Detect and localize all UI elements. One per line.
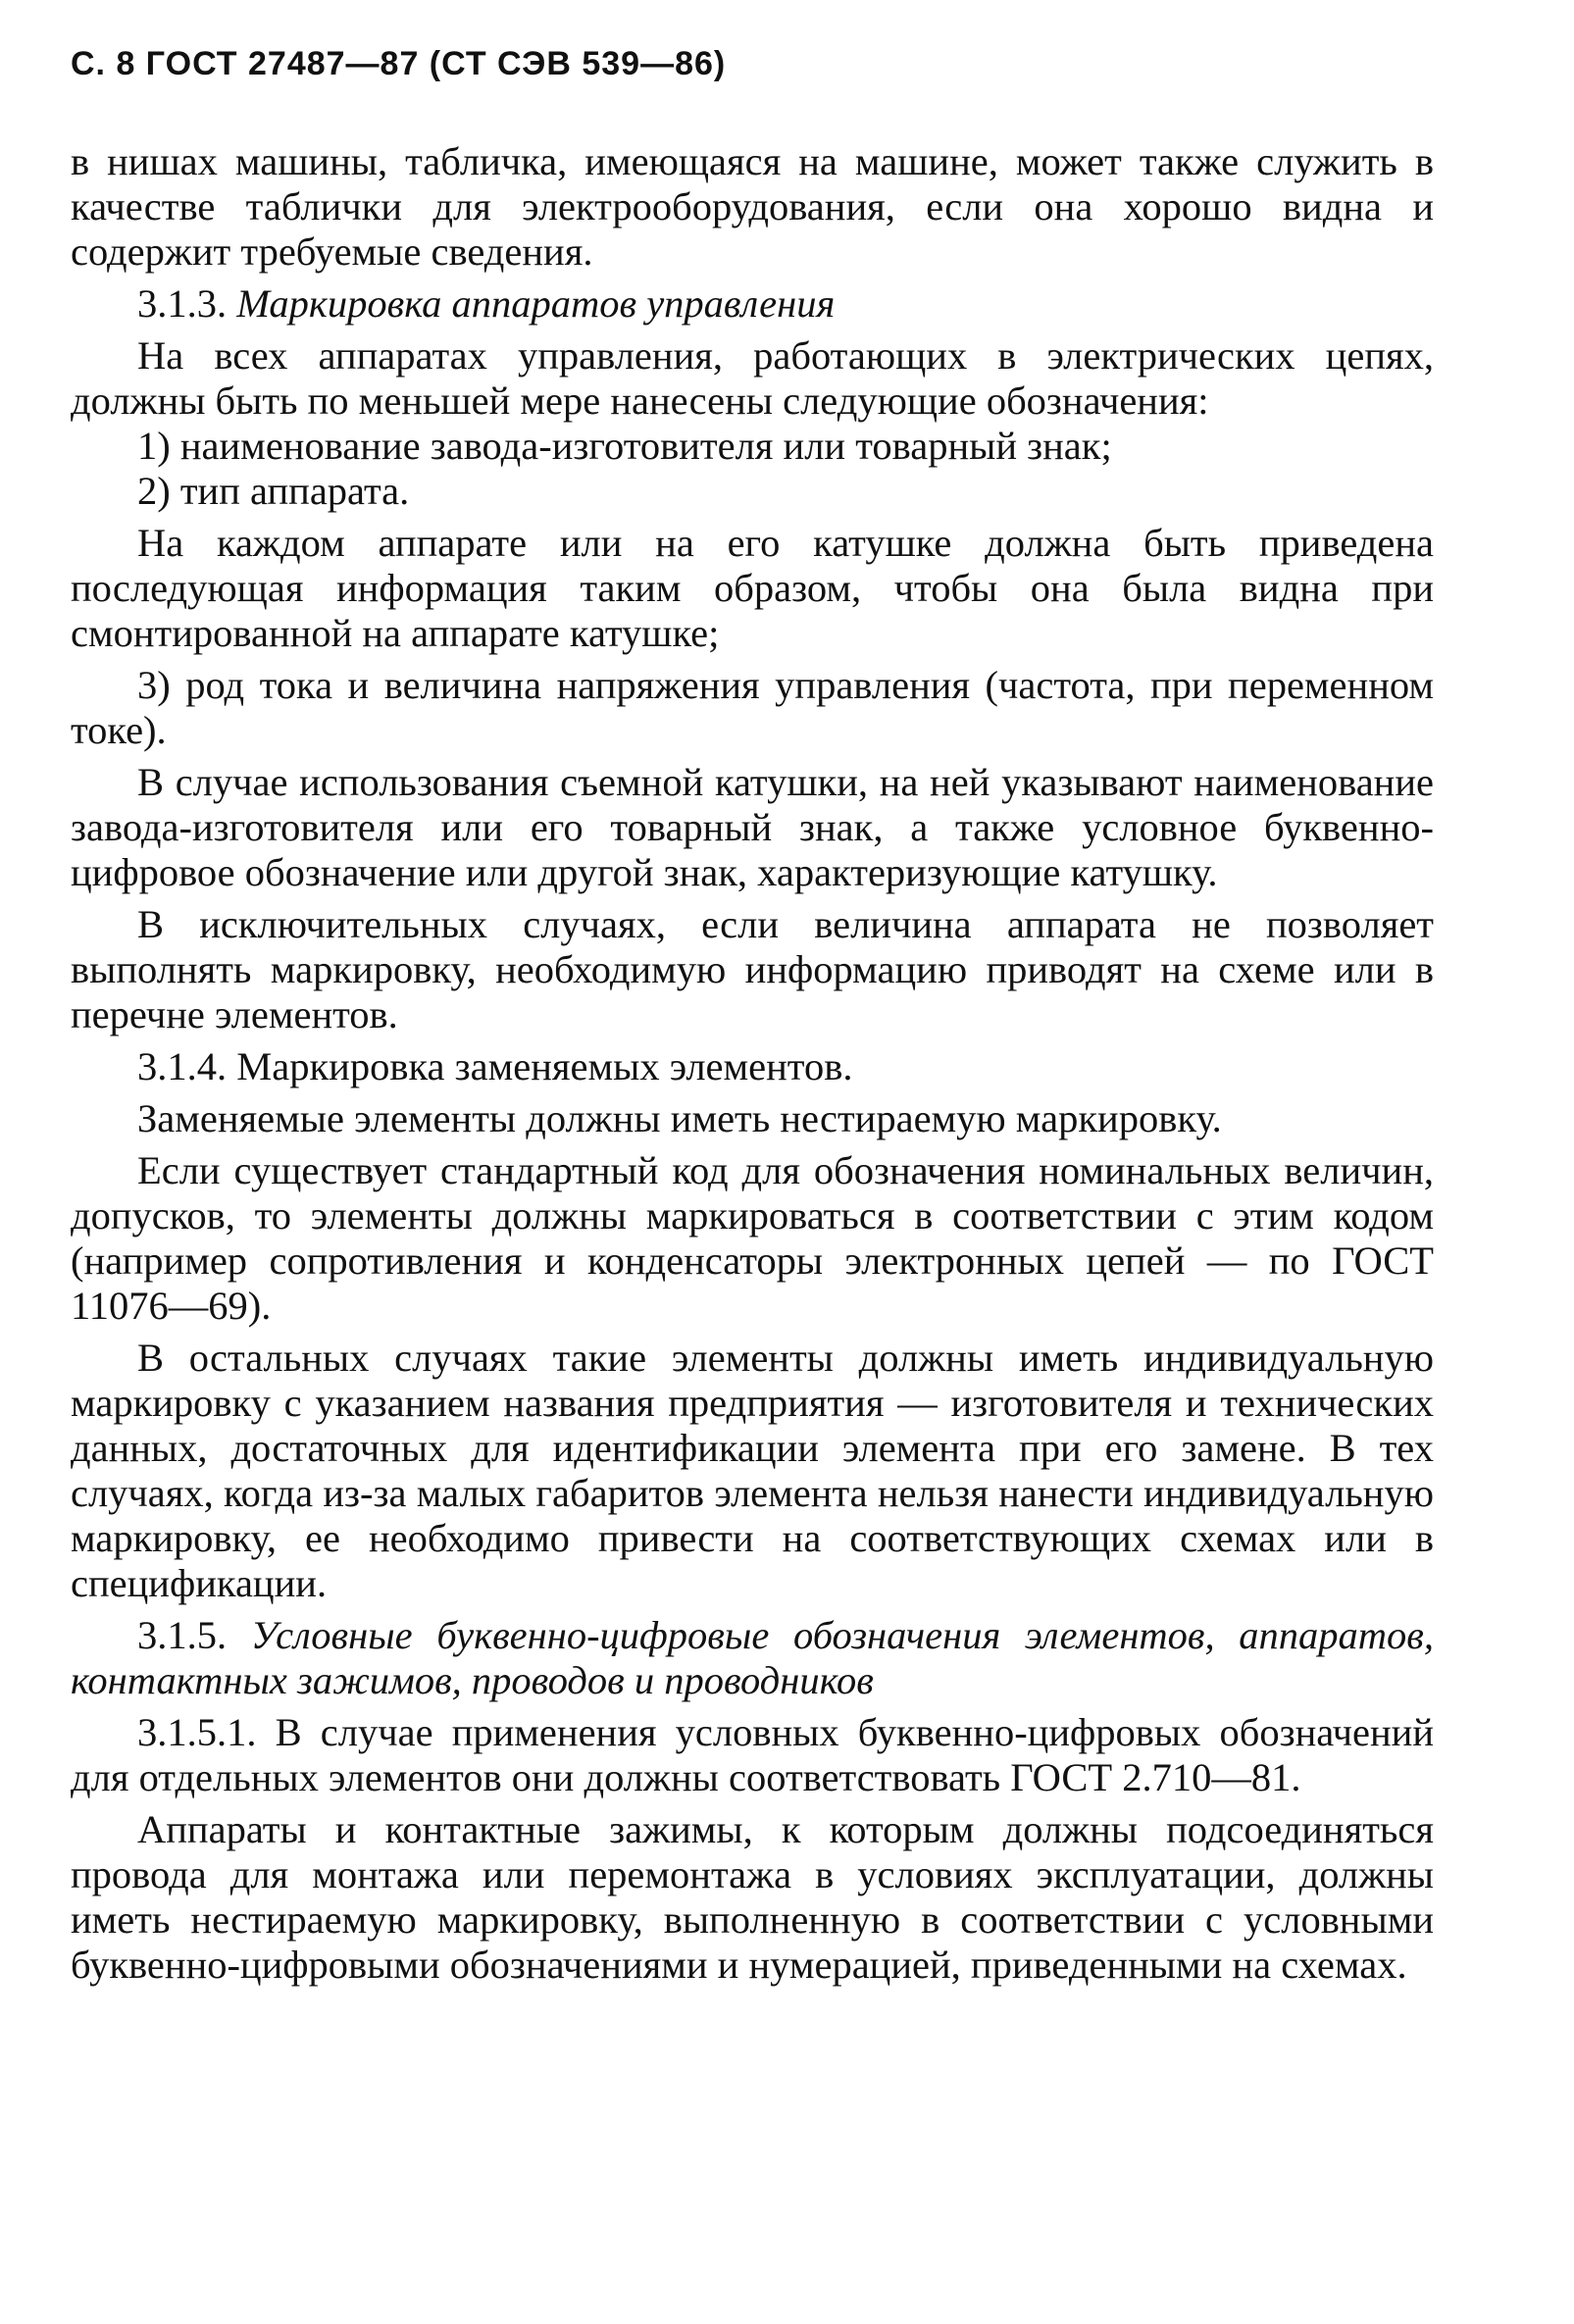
section-number: 3.1.3. xyxy=(137,281,228,326)
paragraph: В остальных случаях такие элементы должны иметь индивидуальную маркировку с указанием названия предприятия — изготовителя и технических данных, достаточных для идентификации элемента при его замене. В тех случаях, когда из-за малых габаритов элемента нельзя нанести индивидуальную маркировку, ее необходимо привести на соответствующих схемах или в спецификации. xyxy=(71,1336,1434,1605)
section-3-1-5-heading xyxy=(71,1613,1434,1703)
list-item: 2) тип аппарата. xyxy=(137,469,410,513)
paragraph: На всех аппаратах управления, работающих в электрических цепях, должны быть по меньшей мере нанесены следующие обозначения: xyxy=(71,333,1434,423)
section-number: 3.1.5. xyxy=(137,1613,228,1657)
section-3-1-3-heading xyxy=(71,281,1434,327)
paragraph: Если существует стандартный код для обозначения номинальных величин, допусков, то элементы должны маркироваться в соответствии с этим кодом (например сопротивления и конденсаторы электронных цепей — по ГОСТ 11076—69). xyxy=(71,1148,1434,1328)
document-body xyxy=(71,139,1434,1988)
section-title: Маркировка аппаратов управления xyxy=(236,281,836,326)
list-item: 1) наименование завода-изготовителя или товарный знак; xyxy=(137,424,1112,468)
section-title: Условные буквенно-цифровые обозначения элементов, аппаратов, контактных зажимов, проводов и проводников xyxy=(71,1613,1435,1702)
list-item: 3) род тока и величина напряжения управления (частота, при переменном токе). xyxy=(71,663,1434,752)
paragraph: Аппараты и контактные зажимы, к которым должны подсоединяться провода для монтажа или перемонтажа в условиях эксплуатации, должны иметь нестираемую маркировку, выполненную в соответствии с условными буквенно-цифровыми обозначениями и нумерацией, приведенными на схемах. xyxy=(71,1807,1434,1987)
paragraph: В случае использования съемной катушки, на ней указывают наименование завода-изготовителя или его товарный знак, а также условное буквенно-цифровое обозначение или другой знак, характеризующие катушку. xyxy=(71,760,1434,894)
paragraph: 3.1.5.1. В случае применения условных буквенно-цифровых обозначений для отдельных элементов они должны соответствовать ГОСТ 2.710—81. xyxy=(71,1710,1434,1799)
paragraph-continuation: в нишах машины, табличка, имеющаяся на машине, может также служить в качестве таблички для электрооборудования, если она хорошо видна и содержит требуемые сведения. xyxy=(71,139,1434,274)
paragraph: На каждом аппарате или на его катушке должна быть приведена последующая информация таким образом, чтобы она была видна при смонтированной на аппарате катушке; xyxy=(71,521,1434,655)
section-3-1-4-heading: 3.1.4. Маркировка заменяемых элементов. xyxy=(137,1044,853,1088)
paragraph: Заменяемые элементы должны иметь нестираемую маркировку. xyxy=(137,1096,1222,1140)
page-header: С. 8 ГОСТ 27487—87 (СТ СЭВ 539—86) xyxy=(71,45,727,82)
paragraph: В исключительных случаях, если величина аппарата не позволяет выполнять маркировку, необходимую информацию приводят на схеме или в перечне элементов. xyxy=(71,902,1434,1036)
